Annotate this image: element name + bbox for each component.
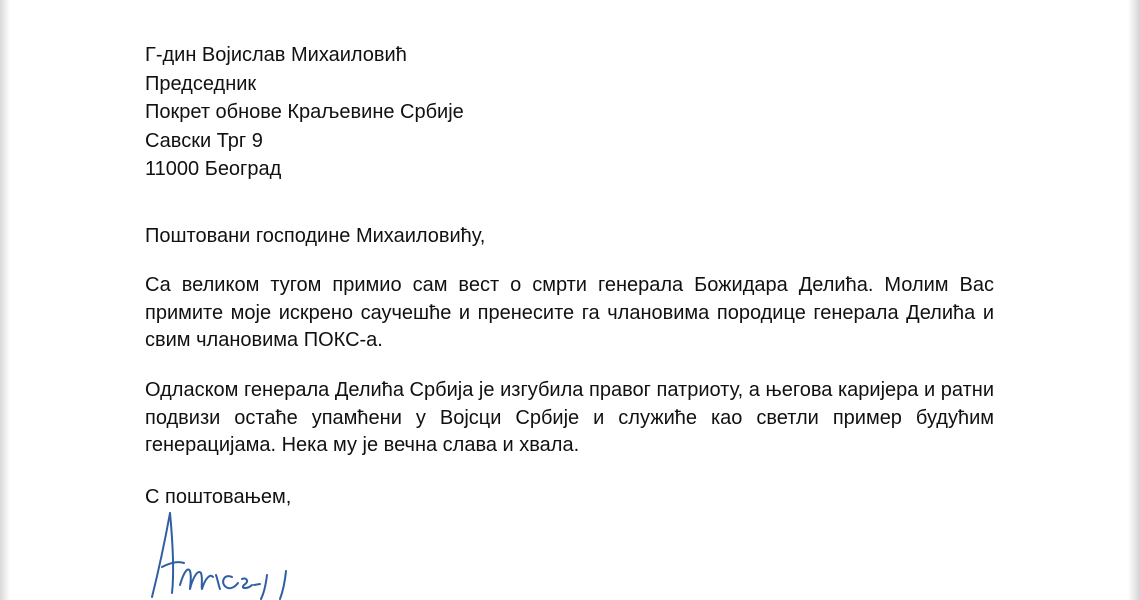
page-right-edge-shadow [1128, 0, 1140, 600]
page-left-edge-shadow [0, 0, 10, 600]
recipient-address-block [145, 41, 464, 184]
recipient-title: Председник [145, 72, 257, 95]
recipient-name: Г-дин Војислав Михаиловић [145, 44, 407, 66]
salutation: Поштовани господине Михаиловићу, [145, 225, 486, 247]
recipient-organization: Покрет обнове Краљевине Србије [145, 101, 464, 123]
recipient-city: 11000 Београд [145, 158, 282, 180]
body-paragraph-1: Са великом тугом примио сам вест о смрти генерала Божидара Делића. Молим Вас примите моје искрено саучешће и пренесите га члановима породице генерала Делића и свим члановима ПОКС-а. [145, 274, 994, 351]
body-paragraph-2: Одласком генерала Делића Србија је изгубила правог патриоту, а његова каријера и ратни подвизи остаће упамћени у Војсци Србије и служиће као светли пример будућим генерацијама. Нека му је вечна слава и хвала. [145, 379, 994, 456]
handwritten-signature [140, 505, 330, 600]
recipient-street: Савски Трг 9 [145, 129, 263, 152]
closing-line: С поштовањем, [145, 486, 292, 508]
